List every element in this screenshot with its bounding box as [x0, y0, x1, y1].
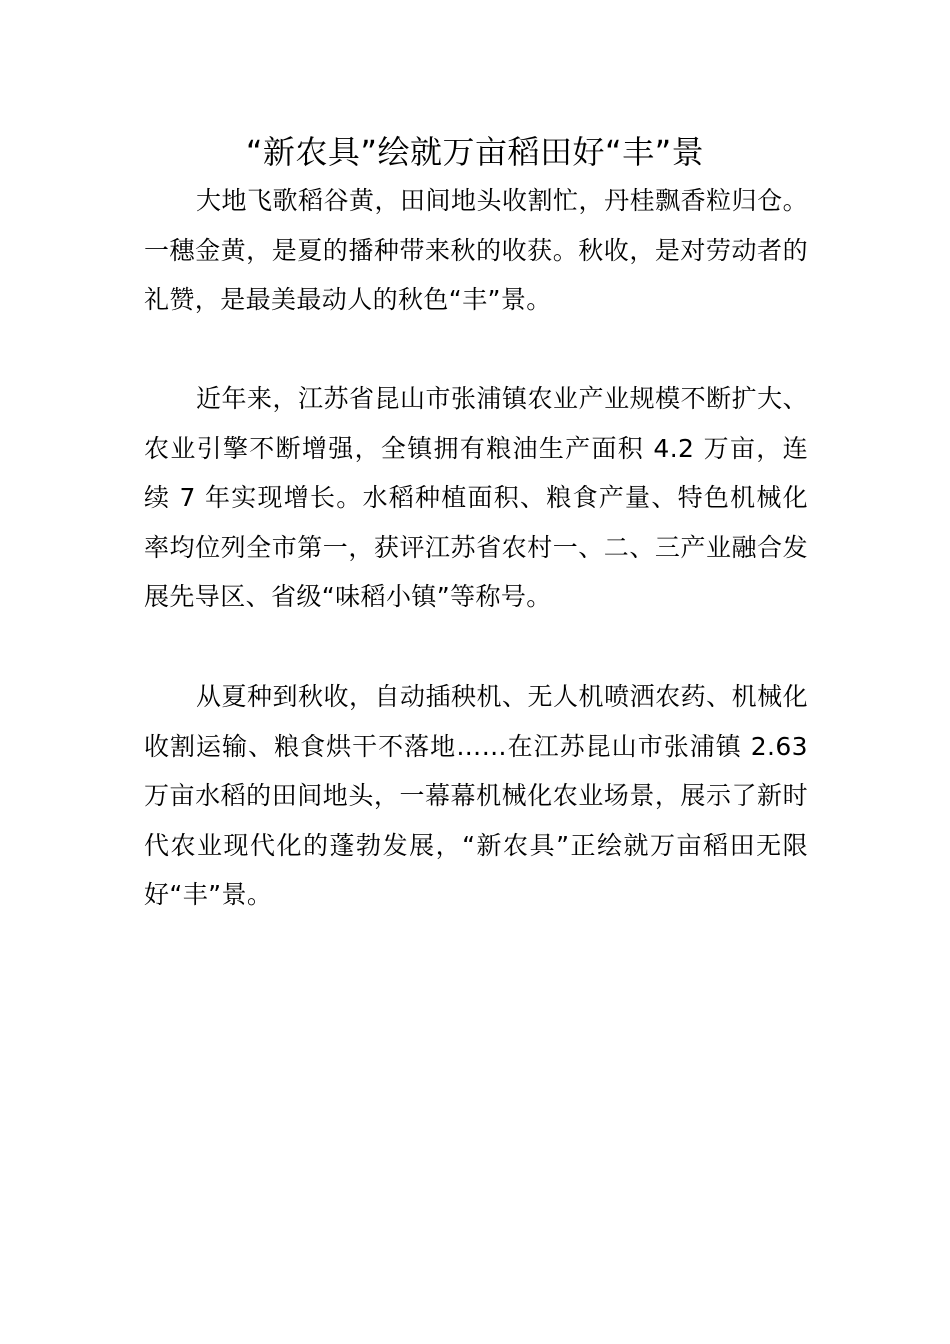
paragraph-mechanization: 从夏种到秋收，自动插秧机、无人机喷洒农药、机械化收割运输、粮食烘干不落地……在江苏昆山市张浦镇 2.63 万亩水稻的田间地头，一幕幕机械化农业场景，展示了新时代农业现代化的蓬勃发展，“新农具”正绘就万亩稻田无限好“丰”景。 — [144, 682, 808, 909]
paragraph-intro: 大地飞歌稻谷黄，田间地头收割忙，丹桂飘香粒归仓。一穗金黄，是夏的播种带来秋的收获。秋收，是对劳动者的礼赞，是最美最动人的秋色“丰”景。 — [144, 186, 808, 314]
paragraph-development: 近年来，江苏省昆山市张浦镇农业产业规模不断扩大、农业引擎不断增强，全镇拥有粮油生产面积 4.2 万亩，连续 7 年实现增长。水稻种植面积、粮食产量、特色机械化率均位列全市第一，获评江苏省农村一、二、三产业融合发展先导区、省级“味稻小镇”等称号。 — [144, 384, 808, 611]
document-title: “新农具”绘就万亩稻田好“丰”景 — [245, 133, 705, 171]
